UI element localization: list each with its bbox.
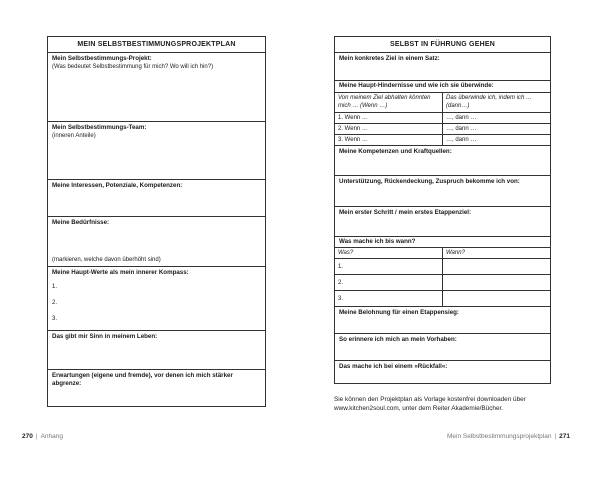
section-team: Mein Selbstbestimmungs-Team: (inneren Anteile): [48, 122, 265, 180]
when-row: 1.: [335, 259, 550, 275]
section-reward: Meine Belohnung für einen Etappensieg:: [335, 307, 550, 334]
left-project-plan-table: [47, 36, 266, 407]
section-goal: Mein konkretes Ziel in einem Satz:: [335, 53, 550, 81]
section-support: Unterstützung, Rückendeckung, Zuspruch bekomme ich von:: [335, 176, 550, 207]
value-item: 1.: [52, 284, 58, 290]
obstacles-row: 3. Wenn … …, dann …: [335, 135, 550, 146]
section-name-left: Anhang: [40, 433, 63, 440]
section-relapse: Das mache ich bei einem »Rückfall«:: [339, 363, 448, 370]
section-reminder: So erinnere ich mich an mein Vorhaben:: [335, 334, 550, 361]
obstacles-header-row: Von meinem Ziel abhalten könnten mich … (Wenn …) Das überwinde ich, indem ich … (dann…): [335, 93, 550, 113]
section-competences: Meine Kompetenzen und Kraftquellen:: [335, 146, 550, 176]
obstacles-row: 1. Wenn … …, dann …: [335, 113, 550, 124]
section-obstacles-label: Meine Haupt-Hindernisse und wie ich sie überwinde:: [335, 81, 550, 93]
section-when-label: Was mache ich bis wann?: [335, 237, 550, 248]
section-meaning: Das gibt mir Sinn in meinem Leben:: [48, 331, 265, 370]
right-folio: Mein Selbstbestimmungsprojektplan | 271: [447, 433, 570, 440]
download-note: Sie können den Projektplan als Vorlage kostenfrei downloaden über www.kitchen2soul.com, unter dem Reiter Akademie/Bücher.: [334, 395, 556, 413]
section-first-step: Mein erster Schritt / mein erstes Etappenziel:: [335, 207, 550, 237]
page-number-right: 271: [559, 433, 570, 440]
section-needs: Meine Bedürfnisse: (markieren, welche davon überhöht sind): [48, 217, 265, 267]
when-row: 2.: [335, 275, 550, 291]
obstacles-row: 2. Wenn … …, dann …: [335, 124, 550, 135]
section-values: Meine Haupt-Werte als mein innerer Kompass: 1. 2. 3.: [48, 267, 265, 331]
when-row: 3.: [335, 291, 550, 307]
section-interests: Meine Interessen, Potenziale, Kompetenzen:: [48, 180, 265, 217]
left-table-title: MEIN SELBSTBESTIMMUNGSPROJEKTPLAN: [48, 37, 265, 53]
value-item: 2.: [52, 300, 58, 306]
section-name-right: Mein Selbstbestimmungsprojektplan: [447, 433, 552, 440]
left-folio: 270 | Anhang: [22, 433, 63, 440]
page-number-left: 270: [22, 433, 33, 440]
section-project: Mein Selbstbestimmungs-Projekt: (Was bedeutet Selbstbestimmung für mich? Wo will ich hin?): [48, 53, 265, 122]
when-header-row: Was? Wann?: [335, 248, 550, 259]
right-leadership-table: [334, 36, 551, 384]
download-link-text: www.kitchen2soul.com, unter dem Reiter Akademie/Bücher.: [334, 405, 504, 412]
value-item: 3.: [52, 316, 58, 322]
right-table-title: SELBST IN FÜHRUNG GEHEN: [335, 37, 550, 53]
section-expectations: Erwartungen (eigene und fremde), vor denen ich mich stärker abgrenze:: [52, 372, 233, 387]
